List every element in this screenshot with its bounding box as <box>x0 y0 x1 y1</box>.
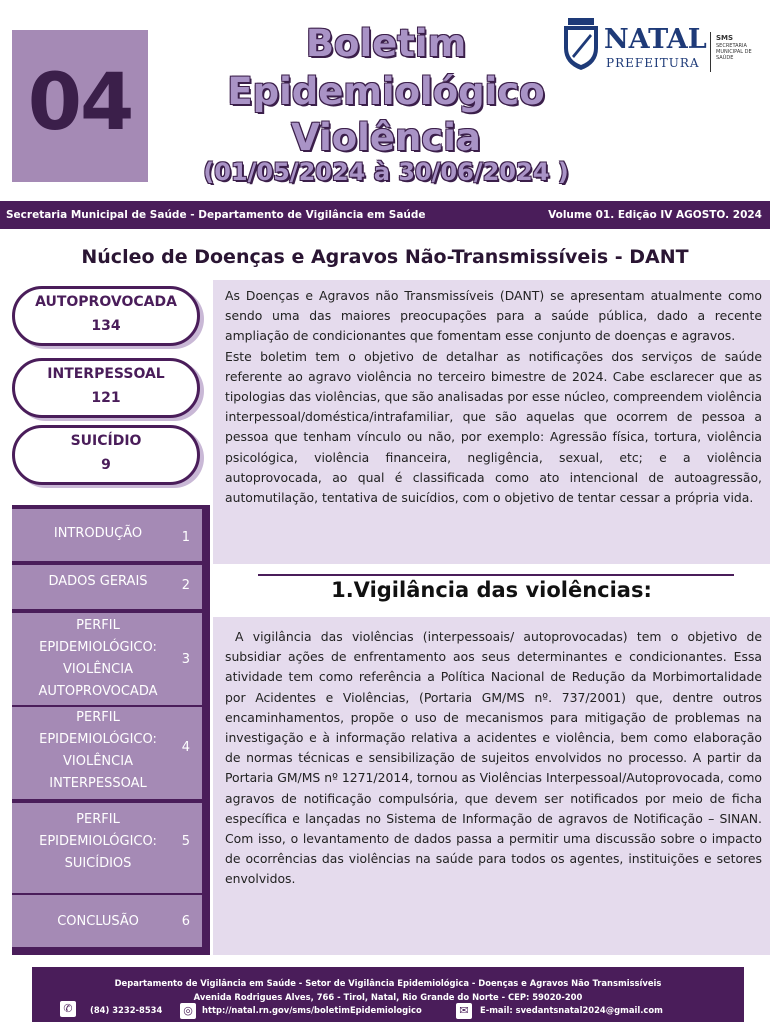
title-line-2: Epidemiológico <box>227 70 545 113</box>
stat-label: AUTOPROVOCADA <box>35 294 177 310</box>
email-icon: ✉ <box>456 1003 472 1019</box>
logo-prefeitura-text: PREFEITURA <box>606 56 700 70</box>
footer <box>32 967 744 1022</box>
toc-item-dados-gerais[interactable] <box>12 565 202 609</box>
logo-sms-full-text: SECRETARIA MUNICIPAL DE SAÚDE <box>716 43 752 61</box>
toc-item-page: 6 <box>181 914 190 929</box>
toc-item-page: 5 <box>181 834 190 849</box>
globe-icon: ◎ <box>180 1003 196 1019</box>
footer-phone: (84) 3232-8534 <box>90 1005 163 1015</box>
logo-divider <box>710 32 711 72</box>
toc-item-label: PERFIL EPIDEMIOLÓGICO: SUICÍDIOS <box>39 812 157 871</box>
intro-paragraph-2: Este boletim tem o objetivo de detalhar as notificações dos serviços de saúde referente ao agravo violência no terceiro bimestre de 2024. Cabe esclarecer que as tipologias das violências, que são analisadas por esse núcleo, compreendem violência interpessoal/doméstica/intrafamiliar, que são aquelas que ocorrem de pessoa a pessoa que tenham vínculo ou não, por exemplo: Agressão física, tortura, violência psicológica, violência financeira, negligência, sexual, etc; e a violência autoprovocada, ao qual é classificada como ato intencional de autoagressão, automutilação, tentativa de suicídios, com o objetivo de tentar cessar a própria vida. <box>225 348 762 506</box>
period-range: (01/05/2024 à 30/06/2024 ) <box>203 158 569 186</box>
natal-prefeitura-logo <box>556 8 762 78</box>
department-text: Secretaria Municipal de Saúde - Departamento de Vigilância em Saúde <box>6 209 426 221</box>
stat-suicidio <box>12 425 200 485</box>
issue-number: 04 <box>27 58 133 148</box>
footer-address: Avenida Rodrigues Alves, 766 - Tirol, Natal, Rio Grande do Norte - CEP: 59020-200 <box>193 992 583 1002</box>
stat-value: 121 <box>91 390 121 406</box>
toc-item-perfil-suicidios[interactable] <box>12 803 202 893</box>
section-1-body: A vigilância das violências (interpessoais/ autoprovocadas) tem o objetivo de subsidiar ações de enfrentamento aos seus determinantes e condicionantes. Essa atividade tem como referência a Política Nacional de Redução da Morbimortalidade por Acidentes e Violências, (Portaria GM/MS nº. 737/2001) que, dentre outros encaminhamentos, propõe o uso de mecanismos para mitigação de problemas na investigação e à informação relativa a acidentes e violência, bem como elaboração de normas técnicas e sensibilização de sujeitos envolvidos no processo. A partir da Portaria GM/MS nº 1271/2014, tornou as Violências Interpessoal/Autoprovocada, como agravos de notificação compulsória, que devem ser notificados por meio de ficha específica e lançadas no Sistema de Informação de agravos de Notificação – SINAN. Com isso, o levantamento de dados passa a permitir uma discussão sobre o impacto de ocorrências das violências na saúde para todos os agentes, instituições e setores envolvidos. <box>213 617 770 955</box>
stat-autoprovocada <box>12 286 200 346</box>
toc-item-label: PERFIL EPIDEMIOLÓGICO: VIOLÊNCIA AUTOPROVOCADA <box>38 618 158 699</box>
table-of-contents <box>12 505 210 955</box>
title-line-3: Violência <box>291 116 481 159</box>
phone-icon: ✆ <box>60 1001 76 1017</box>
title-line-1: Boletim <box>305 22 467 65</box>
coat-of-arms-icon <box>560 16 602 72</box>
footer-url[interactable]: http://natal.rn.gov/sms/boletimEpidemiologico <box>202 1005 422 1015</box>
toc-item-perfil-interpessoal[interactable] <box>12 707 202 799</box>
toc-item-introducao[interactable] <box>12 509 202 561</box>
stat-label: SUICÍDIO <box>70 433 142 449</box>
section-1-heading: 1.Vigilância das violências: <box>331 578 652 602</box>
toc-item-page: 3 <box>181 652 190 667</box>
stat-value: 9 <box>101 457 111 473</box>
intro-paragraph-1: As Doenças e Agravos não Transmissíveis (DANT) se apresentam atualmente como sendo uma das maiores preocupações para a saúde pública, dado a recente ampliação de condicionantes que fomentam esse conjunto de doenças e agravos. <box>225 288 762 344</box>
toc-item-page: 2 <box>181 578 190 593</box>
stat-value: 134 <box>91 318 121 334</box>
footer-department: Departamento de Vigilância em Saúde - Setor de Vigilância Epidemiológica - Doenças e Agravos Não Transmissíveis <box>114 978 662 988</box>
toc-item-label: PERFIL EPIDEMIOLÓGICO: VIOLÊNCIA INTERPESSOAL <box>39 710 157 791</box>
header-bar <box>0 201 770 229</box>
stat-label: INTERPESSOAL <box>47 366 165 382</box>
toc-item-page: 1 <box>181 530 190 545</box>
intro-text-box <box>213 280 770 564</box>
section-divider <box>258 574 734 576</box>
section-title: Núcleo de Doenças e Agravos Não-Transmissíveis - DANT <box>81 246 689 268</box>
toc-item-label: DADOS GERAIS <box>48 574 148 589</box>
logo-natal-text: NATAL <box>604 24 707 55</box>
toc-item-label: CONCLUSÃO <box>57 914 139 929</box>
stat-interpessoal <box>12 358 200 418</box>
toc-item-label: INTRODUÇÃO <box>53 526 143 541</box>
toc-item-conclusao[interactable] <box>12 895 202 947</box>
edition-text: Volume 01. Edição IV AGOSTO. 2024 <box>548 209 762 221</box>
toc-item-page: 4 <box>181 740 190 755</box>
footer-email[interactable]: E-mail: svedantsnatal2024@gmail.com <box>480 1005 663 1015</box>
logo-sms-text: SMS <box>716 34 734 42</box>
toc-item-perfil-autoprovocada[interactable] <box>12 613 202 705</box>
